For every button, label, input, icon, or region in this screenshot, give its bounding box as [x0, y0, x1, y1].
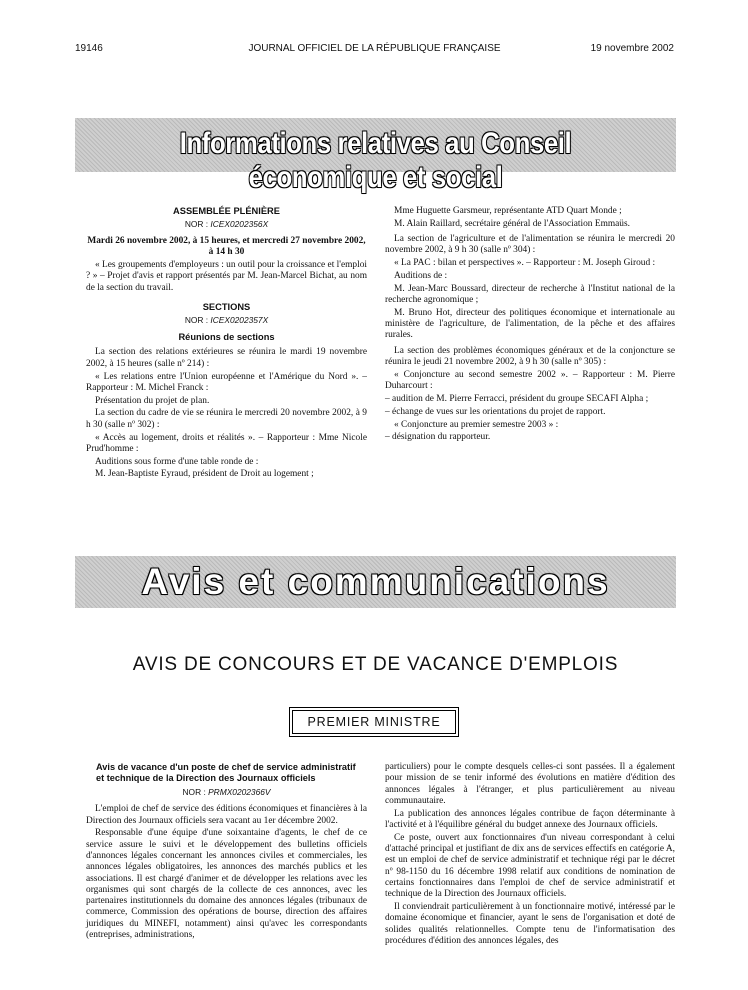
page-header	[75, 43, 674, 57]
sections-nor: NOR : ICEX0202357X	[184, 314, 269, 325]
article-p5: Ce poste, ouvert aux fonctionnaires d'un niveau correspondant à celui d'attaché principal et justifiant de dix ans de services effectifs en catégorie A, est un emploi de chef de service administratif et technique régi par le décret nº 98-1150 du 16 décembre 1998 relatif aux conditions de nomination de certains fonctionnaires dans l'emploi de chef de service administratif et technique de la Direction des Journaux officiels.	[385, 832, 675, 900]
sections-subtitle: Réunions de sections	[178, 332, 275, 343]
article-p6: Il conviendrait particulièrement à un fonctionnaire motivé, intéressé par le domaine économique et financier, ayant le sens de l'organisation et doté de solides qualités relationnelles. Compte tenu de l'informatisation des procédures d'édition des annonces légales, des	[385, 902, 675, 946]
article-p4: La publication des annonces légales contribue de façon déterminante à l'activité et à l'équilibre général du budget annexe des Journaux officiels.	[385, 808, 675, 830]
sections-p6: Auditions sous forme d'une table ronde de :	[95, 456, 259, 467]
article-nor: NOR : PRMX0202366V	[182, 787, 271, 797]
col2-p3: La section de l'agriculture et de l'alimentation se réunira le mercredi 20 novembre 2002, à 9 h 30 (salle nº 304) :	[385, 234, 675, 256]
plenary-text: « Les groupements d'employeurs : un outil pour la croissance et l'emploi ? » – Projet d'avis et rapport présentés par M. Jean-Marcel Bichat, au nom de la section du travail.	[86, 260, 367, 293]
sections-p4: La section du cadre de vie se réunira le mercredi 20 novembre 2002, à 9 h 30 (salle nº 302) :	[86, 408, 367, 430]
issue-date: 19 novembre 2002	[590, 43, 674, 54]
col2-p6: M. Jean-Marc Boussard, directeur de recherche à l'Institut national de la recherche agronomique ;	[385, 283, 675, 306]
col2-p2: M. Alain Raillard, secrétaire général de l'Association Emmaüs.	[394, 218, 630, 229]
avis-banner	[75, 556, 676, 608]
sections-heading: SECTIONS	[202, 302, 251, 313]
col2-p9: « Conjoncture au second semestre 2002 ». – Rapporteur : M. Pierre Duharcourt :	[385, 369, 675, 392]
col2-p8: La section des problèmes économiques généraux et de la conjoncture se réunira le jeudi 21 novembre 2002, à 9 h 30 (salle nº 305) :	[385, 345, 675, 368]
journal-title: JOURNAL OFFICIEL DE LA RÉPUBLIQUE FRANÇAISE	[248, 43, 501, 54]
col2-p12: « Conjoncture au premier semestre 2003 » :	[394, 419, 559, 430]
avis-banner-title: Avis et communications	[141, 561, 610, 602]
article-p2: Responsable d'une équipe d'une soixantaine d'agents, le chef de ce service assure le suivi et le développement des bulletins officiels d'annonces légales concernant les annonces civiles et commerciales, les annonces légales obligatoires, les annonces des marchés publics et les associations. Il est chargé d'animer et de développer les relations avec les organismes qui sont chargés de la collecte de ces annonces, avec les partenaires institutionnels du domaine des annonces légales (tribunaux de commerce, Commission des opérations de bourse, direction des affaires juridiques du MINEFI, notamment) ainsi qu'avec les correspondants (entreprises, administrations,	[86, 828, 367, 941]
article-title: Avis de vacance d'un poste de chef de service administratif et technique de la Direction des Journaux officiels	[96, 762, 356, 783]
column-right-article	[385, 762, 675, 949]
article-p1: L'emploi de chef de service des éditions économiques et financières à la Direction des Journaux officiels sera vacant au 1er décembre 2002.	[86, 804, 367, 826]
sections-p3: Présentation du projet de plan.	[95, 395, 210, 406]
cese-banner-title: Informations relatives au Conseil économique et social	[179, 127, 572, 194]
col2-p13: – désignation du rapporteur.	[385, 432, 491, 443]
col2-p11: – échange de vues sur les orientations du projet de rapport.	[385, 406, 606, 417]
sections-p2: « Les relations entre l'Union européenne et l'Amérique du Nord ». – Rapporteur : M. Michel Franck :	[86, 371, 367, 393]
column-left-cese	[86, 206, 367, 482]
column-right-cese	[385, 206, 675, 445]
col2-p10: – audition de M. Pierre Ferracci, président du groupe SECAFI Alpha ;	[385, 393, 649, 404]
cese-banner	[75, 118, 676, 194]
col2-p4: « La PAC : bilan et perspectives ». – Rapporteur : M. Joseph Giroud :	[394, 258, 656, 269]
avis-title: AVIS DE CONCOURS ET DE VACANCE D'EMPLOIS	[132, 654, 619, 675]
plenary-nor: NOR : ICEX0202356X	[184, 218, 269, 229]
col2-p7: M. Bruno Hot, directeur des politiques économique et internationale au ministère de l'agriculture, de l'alimentation, de la pêche et des affaires rurales.	[385, 307, 675, 341]
plenary-heading: ASSEMBLÉE PLÉNIÈRE	[173, 206, 280, 216]
sections-p1: La section des relations extérieures se réunira le mardi 19 novembre 2002, à 15 heures (salle nº 214) :	[86, 347, 367, 369]
col2-p5: Auditions de :	[394, 270, 448, 281]
col2-p1: Mme Huguette Garsmeur, représentante ATD Quart Monde ;	[394, 206, 622, 216]
plenary-dates: Mardi 26 novembre 2002, à 15 heures, et mercredi 27 novembre 2002, à 14 h 30	[87, 236, 366, 258]
column-left-article	[86, 762, 367, 943]
article-p3: particuliers) pour le compte desquels celles-ci sont passées. Il a également pour mission de se tenir informé des évolutions en matière d'édition des annonces légales à l'étranger, et plus particulièrement au niveau communautaire.	[385, 762, 675, 806]
page-number: 19146	[75, 43, 103, 54]
ministry-box: PREMIER MINISTRE	[292, 710, 456, 734]
sections-p5: « Accès au logement, droits et réalités ». – Rapporteur : Mme Nicole Prud'homme :	[86, 432, 367, 454]
sections-p7: M. Jean-Baptiste Eyraud, président de Droit au logement ;	[95, 469, 314, 480]
